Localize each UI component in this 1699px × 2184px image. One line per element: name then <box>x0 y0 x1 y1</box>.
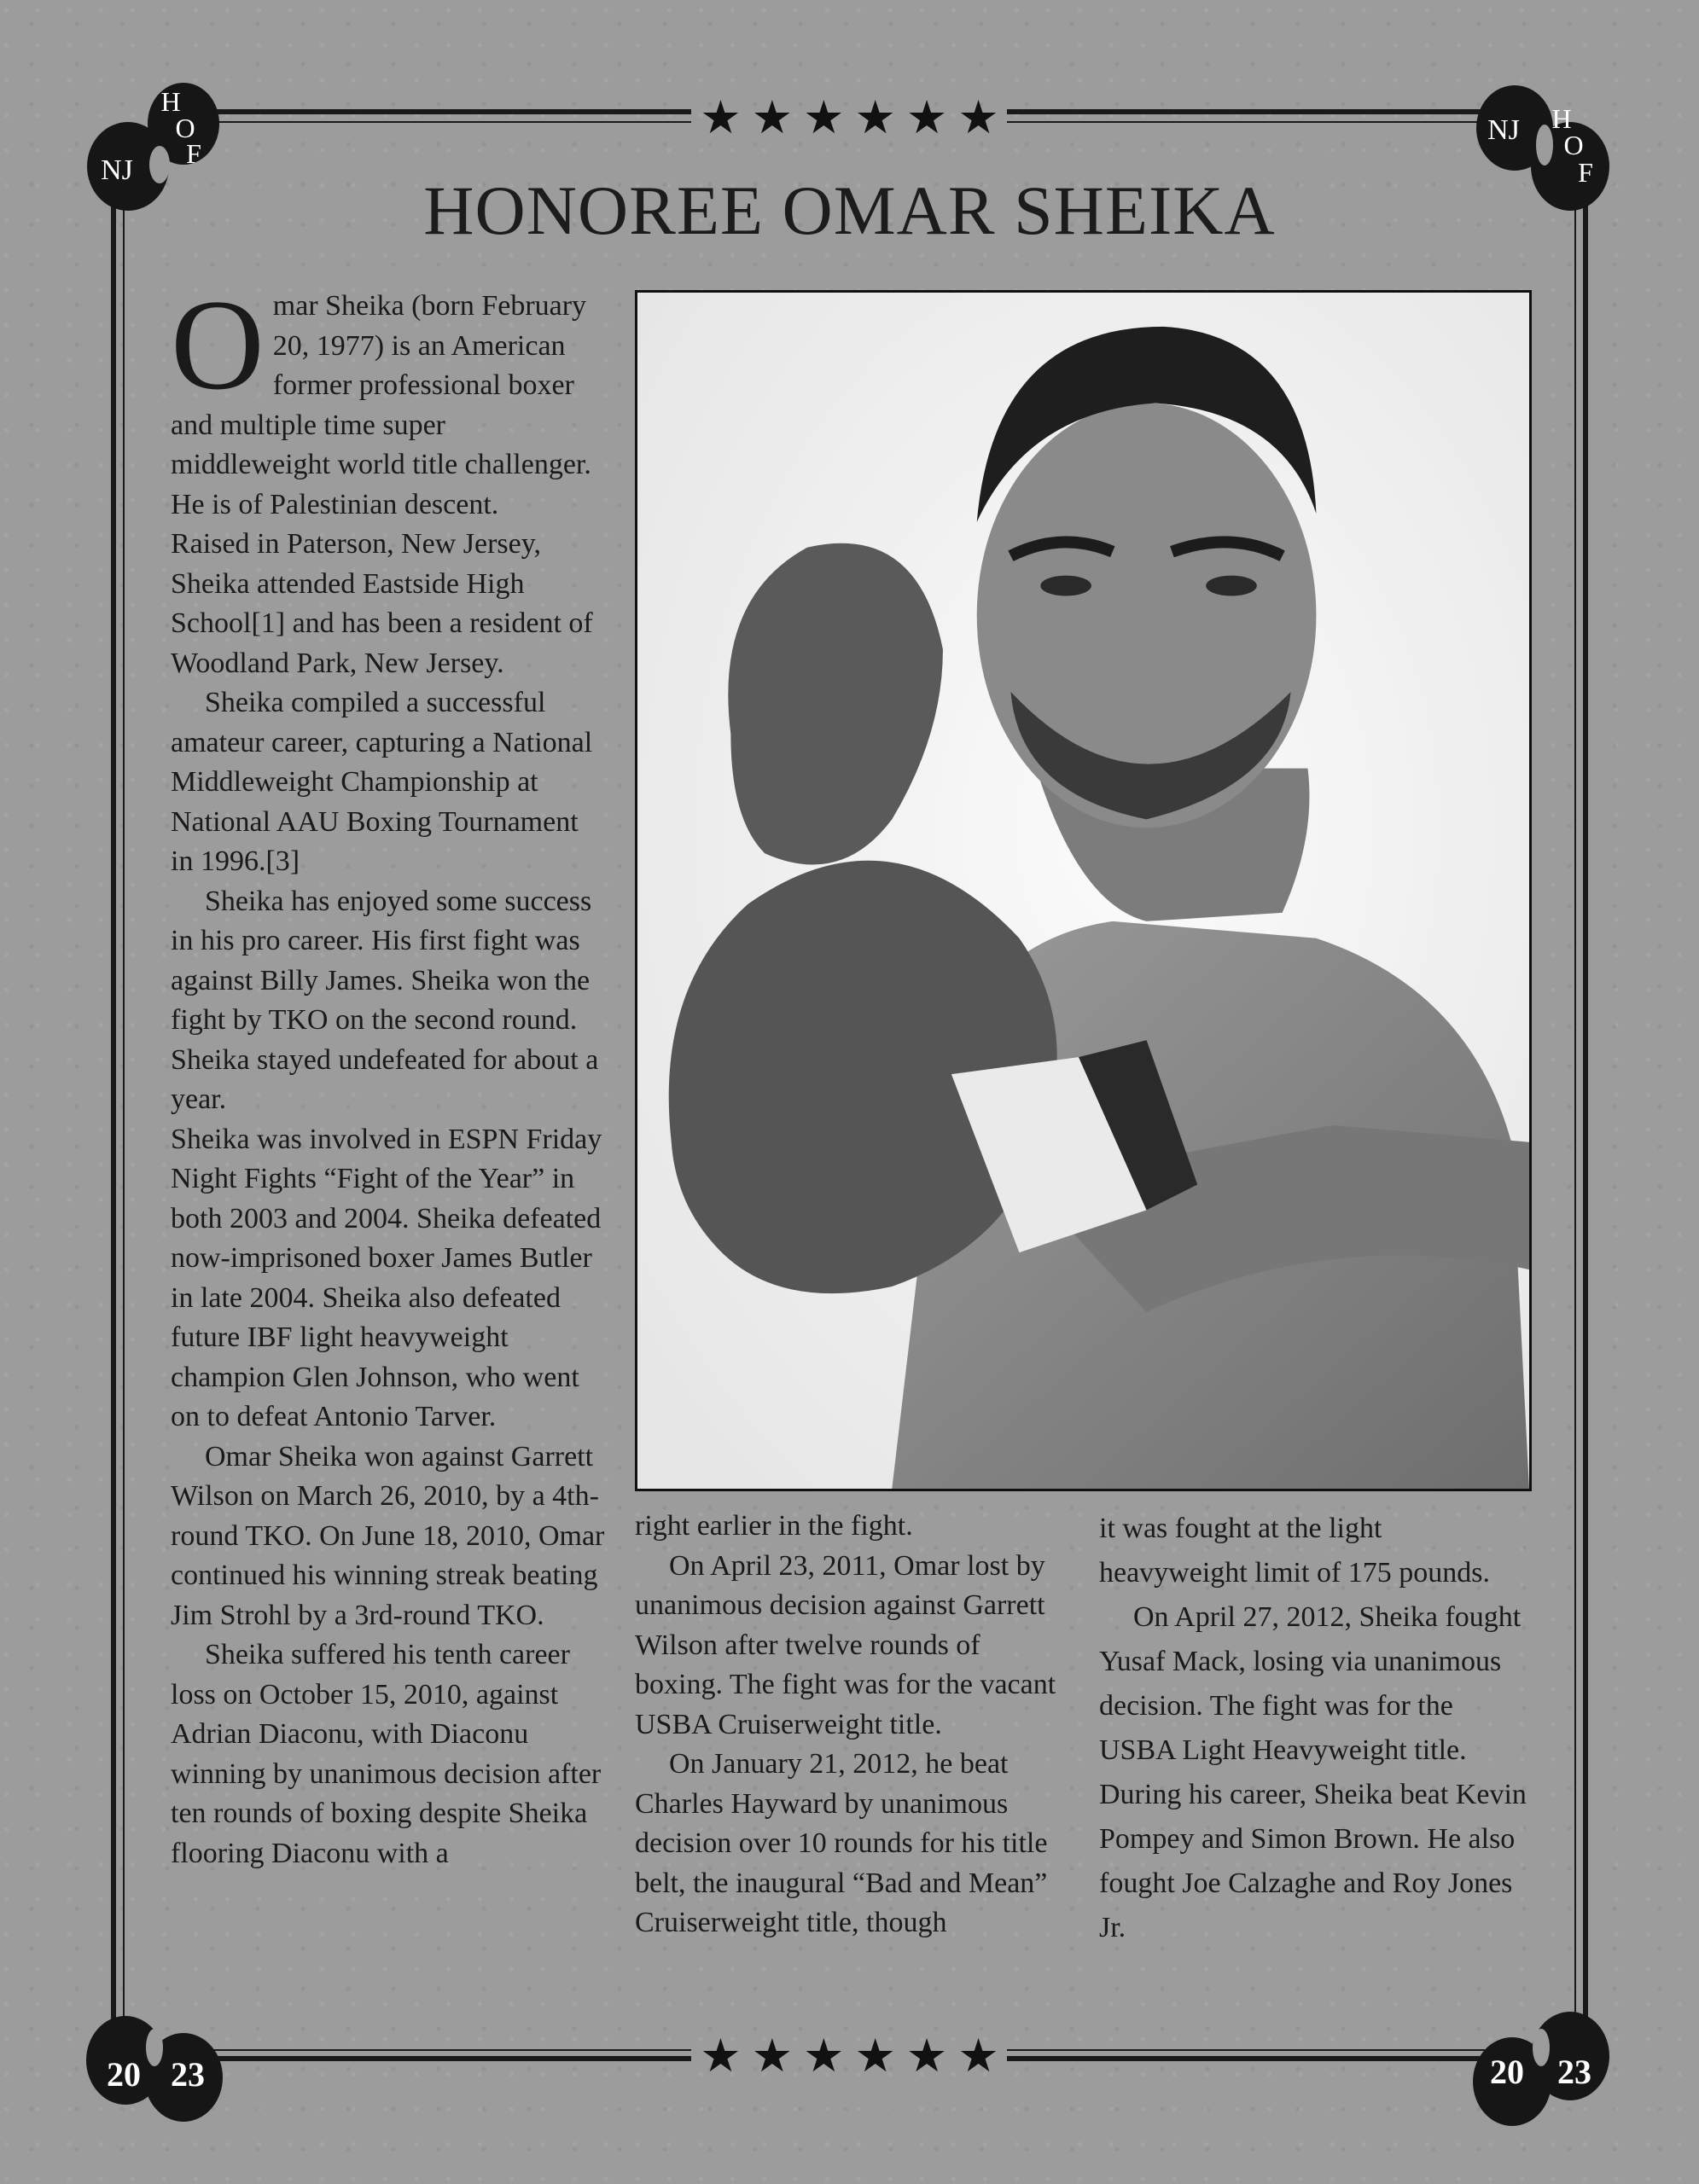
star-icon: ★ <box>854 2030 896 2082</box>
star-icon: ★ <box>957 2030 999 2082</box>
year-right-text: 23 <box>171 2055 205 2094</box>
article-column-1 <box>171 273 606 1873</box>
paragraph: On January 21, 2012, he beat Charles Hayward by unanimous decision over 10 rounds for his title belt, the inaugural “Bad and Mean” Cruiserweight title, though <box>635 1748 1048 1938</box>
top-stars <box>0 92 1699 143</box>
paragraph: mar Sheika (born February 20, 1977) is an American former professional boxer and multiple time super middleweight world title challenger. He is of Palestinian descent. <box>171 290 591 520</box>
star-icon: ★ <box>854 92 896 143</box>
year-badge-bottom-right <box>1468 1988 1613 2133</box>
boxer-portrait-photo-icon <box>637 293 1529 1489</box>
year-left-text: 20 <box>1490 2053 1524 2091</box>
year-badge-bottom-left <box>81 1988 226 2133</box>
h-letter: H <box>160 86 181 117</box>
o-letter: O <box>1563 130 1584 160</box>
boxer-photo <box>635 290 1532 1491</box>
star-icon: ★ <box>700 92 742 143</box>
year-right-text: 23 <box>1557 2053 1591 2091</box>
h-letter: H <box>1551 103 1572 134</box>
article-column-2 <box>635 1507 1070 1943</box>
paragraph: Sheika compiled a successful amateur career, capturing a National Middleweight Championship at National AAU Boxing Tournament in 1996.[3] <box>171 687 593 877</box>
article-column-3 <box>1099 1507 1534 1950</box>
paragraph: right earlier in the fight. <box>635 1510 913 1542</box>
paragraph: Omar Sheika won against Garrett Wilson on March 26, 2010, by a 4th-round TKO. On June 18, 2010, Omar continued his winning streak beating Jim Strohl by a 3rd-round TKO. <box>171 1440 605 1631</box>
star-icon: ★ <box>905 92 948 143</box>
paragraph: During his career, Sheika beat Kevin Pompey and Simon Brown. He also fought Joe Calzaghe and Roy Jones Jr. <box>1099 1779 1527 1943</box>
paragraph: Sheika suffered his tenth career loss on October 15, 2010, against Adrian Diaconu, with Diaconu winning by unanimous decision after ten rounds of boxing despite Sheika flooring Diaconu with a <box>171 1639 602 1869</box>
nj-text: NJ <box>1487 114 1520 146</box>
f-letter: F <box>186 138 201 169</box>
paragraph: Sheika has enjoyed some success in his pro career. His first fight was against Billy James. Sheika won the fight by TKO on the second round. Sheika stayed undefeated for about a year. <box>171 885 599 1115</box>
paragraph: it was fought at the light heavyweight limit of 175 pounds. <box>1099 1513 1491 1589</box>
nj-text: NJ <box>101 154 133 186</box>
bottom-stars <box>0 2030 1699 2082</box>
paragraph: Raised in Paterson, New Jersey, Sheika attended Eastside High School[1] and has been a resident of Woodland Park, New Jersey. <box>171 528 593 679</box>
star-icon: ★ <box>905 2030 948 2082</box>
star-icon: ★ <box>803 92 845 143</box>
star-icon: ★ <box>957 92 999 143</box>
star-icon: ★ <box>751 2030 794 2082</box>
paragraph: On April 27, 2012, Sheika fought Yusaf Mack, losing via unanimous decision. The fight was for the USBA Light Heavyweight title. <box>1099 1601 1522 1766</box>
paragraph: On April 23, 2011, Omar lost by unanimous decision against Garrett Wilson after twelve rounds of boxing. The fight was for the vacant USBA Cruiserweight title. <box>635 1549 1056 1740</box>
star-icon: ★ <box>803 2030 845 2082</box>
star-icon: ★ <box>700 2030 742 2082</box>
star-icon: ★ <box>751 92 794 143</box>
drop-cap: O <box>171 273 265 416</box>
f-letter: F <box>1578 157 1593 188</box>
o-letter: O <box>175 113 195 143</box>
year-left-text: 20 <box>107 2055 141 2094</box>
page-title: HONOREE OMAR SHEIKA <box>423 171 1276 249</box>
paragraph: Sheika was involved in ESPN Friday Night Fights “Fight of the Year” in both 2003 and 2004. Sheika defeated now-imprisoned boxer James Butler in late 2004. Sheika also defeated future IBF light heavyweight champion Glen Johnson, who went on to defeat Antonio Tarver. <box>171 1123 602 1432</box>
